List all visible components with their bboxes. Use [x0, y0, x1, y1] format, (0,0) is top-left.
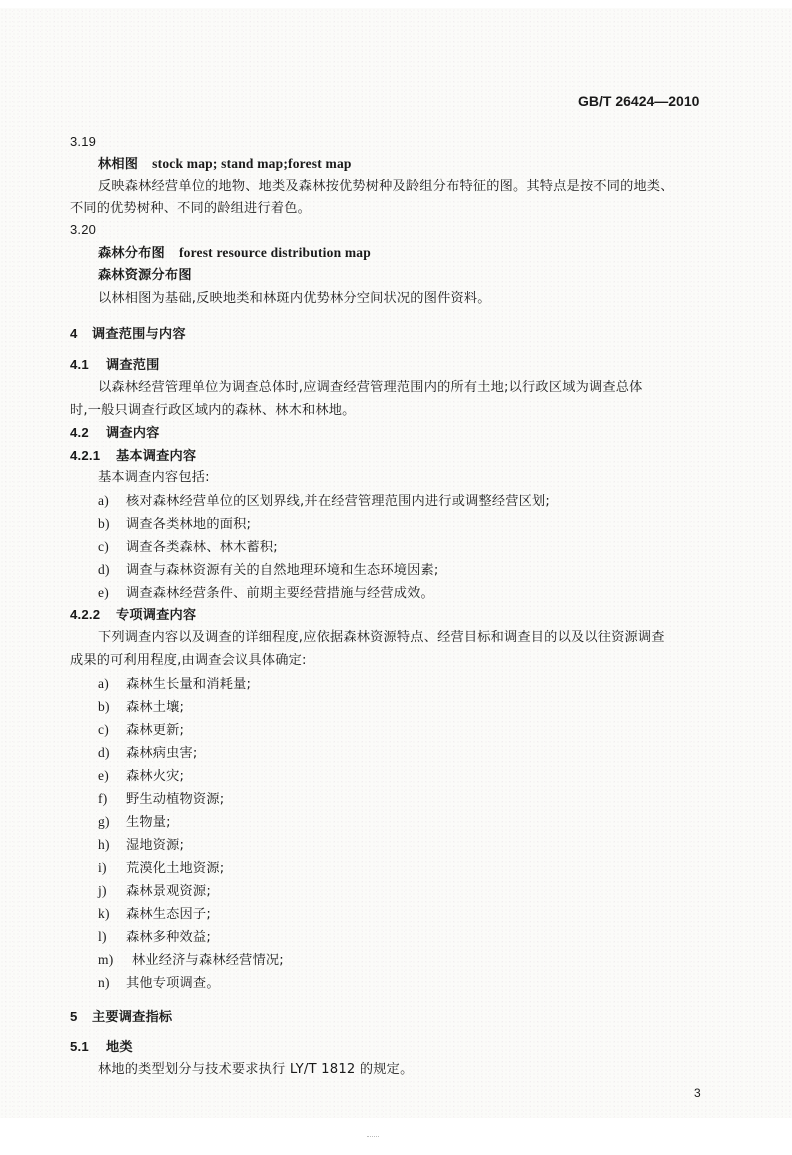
term-zh: 林相图 — [98, 157, 139, 172]
section-number: 5.1 — [70, 1039, 89, 1054]
term-synonym: 森林资源分布图 — [98, 268, 192, 283]
list-text: 森林土壤; — [126, 700, 185, 715]
clause-number-3-19: 3.19 — [70, 134, 97, 149]
list-label: i) — [98, 860, 107, 875]
term-3-19 — [98, 155, 352, 174]
section-title: 基本调查内容 — [116, 449, 197, 464]
list-item — [98, 698, 184, 717]
paragraph-line: 时,一般只调查行政区域内的森林、林木和林地。 — [70, 403, 356, 418]
list-text: 森林更新; — [126, 723, 185, 738]
list-item — [98, 882, 211, 901]
list-label: j) — [98, 883, 107, 898]
list-label: n) — [98, 975, 110, 990]
list-item — [98, 813, 171, 832]
paragraph-line: 以森林经营管理单位为调查总体时,应调查经营管理范围内的所有土地;以行政区域为调查总体 — [98, 380, 643, 395]
list-item — [98, 951, 284, 970]
list-item — [98, 675, 251, 694]
list-label: e) — [98, 768, 109, 783]
section-number: 4.2.1 — [70, 448, 101, 463]
section-heading-4-2-2 — [70, 606, 196, 625]
list-text: 核对森林经营单位的区划界线,并在经营管理范围内进行或调整经营区划; — [126, 494, 551, 509]
list-label: f) — [98, 791, 108, 806]
list-item — [98, 492, 550, 511]
term-zh: 森林分布图 — [98, 246, 165, 261]
list-text: 生物量; — [126, 815, 171, 830]
list-label: a) — [98, 493, 109, 508]
section-title: 调查内容 — [106, 426, 160, 441]
list-item — [98, 721, 184, 740]
clause-number-3-20: 3.20 — [70, 222, 97, 237]
section-heading-5-1 — [70, 1038, 133, 1057]
paragraph-line: 下列调查内容以及调查的详细程度,应依据森林资源特点、经营目标和调查目的以及以往资源调查 — [98, 630, 665, 645]
section-number: 4 — [70, 326, 78, 341]
section-number: 4.2.2 — [70, 607, 101, 622]
definition-line: 反映森林经营单位的地物、地类及森林按优势树种及龄组分布特征的图。其特点是按不同的地类、 — [98, 179, 674, 194]
list-text: 湿地资源; — [126, 838, 185, 853]
paragraph-line: 成果的可利用程度,由调查会议具体确定: — [70, 653, 307, 668]
list-label: e) — [98, 585, 109, 600]
document-page — [0, 8, 792, 1118]
term-en: stock map; stand map;forest map — [152, 156, 352, 171]
standard-code: GB/T 26424—2010 — [578, 93, 700, 109]
list-item — [98, 584, 434, 603]
section-title: 专项调查内容 — [116, 608, 197, 623]
list-text: 调查森林经营条件、前期主要经营措施与经营成效。 — [126, 586, 434, 601]
list-label: m) — [98, 952, 114, 967]
term-en: forest resource distribution map — [178, 245, 371, 260]
list-label: d) — [98, 745, 110, 760]
list-label: a) — [98, 676, 109, 691]
list-label: l) — [98, 929, 107, 944]
list-item — [98, 928, 211, 947]
list-text: 其他专项调查。 — [126, 976, 220, 991]
definition-line: 不同的优势树种、不同的龄组进行着色。 — [70, 201, 311, 216]
list-item — [98, 744, 198, 763]
list-item — [98, 859, 224, 878]
list-item — [98, 905, 211, 924]
section-number: 4.2 — [70, 425, 89, 440]
list-text: 调查各类森林、林木蓄积; — [126, 540, 278, 555]
list-text: 森林病虫害; — [126, 746, 198, 761]
section-heading-4-2 — [70, 424, 160, 443]
list-item — [98, 561, 439, 580]
list-item — [98, 974, 220, 993]
list-label: k) — [98, 906, 110, 921]
list-label: c) — [98, 539, 109, 554]
list-item — [98, 836, 184, 855]
paragraph-line: 基本调查内容包括: — [98, 470, 210, 485]
list-text: 野生动植物资源; — [126, 792, 225, 807]
section-number: 5 — [70, 1009, 78, 1024]
section-heading-5 — [70, 1008, 172, 1027]
section-number: 4.1 — [70, 357, 89, 372]
section-heading-4-2-1 — [70, 447, 196, 466]
paragraph-line: 林地的类型划分与技术要求执行 LY/T 1812 的规定。 — [98, 1062, 414, 1077]
section-title: 调查范围与内容 — [92, 327, 186, 342]
list-text: 森林生态因子; — [126, 907, 211, 922]
list-label: g) — [98, 814, 110, 829]
list-label: b) — [98, 516, 110, 531]
list-item — [98, 790, 224, 809]
list-label: h) — [98, 837, 110, 852]
list-text: 调查与森林资源有关的自然地理环境和生态环境因素; — [126, 563, 439, 578]
section-title: 地类 — [106, 1040, 133, 1055]
list-text: 林业经济与森林经营情况; — [132, 953, 284, 968]
page-number: 3 — [694, 1086, 701, 1100]
list-text: 森林多种效益; — [126, 930, 211, 945]
list-text: 森林火灾; — [126, 769, 185, 784]
list-text: 调查各类林地的面积; — [126, 517, 252, 532]
section-heading-4-1 — [70, 356, 160, 375]
list-label: d) — [98, 562, 110, 577]
term-3-20 — [98, 244, 371, 263]
list-item — [98, 538, 278, 557]
list-text: 森林景观资源; — [126, 884, 211, 899]
list-text: 森林生长量和消耗量; — [126, 677, 252, 692]
list-text: 荒漠化土地资源; — [126, 861, 225, 876]
section-title: 调查范围 — [106, 358, 160, 373]
list-label: b) — [98, 699, 110, 714]
section-heading-4 — [70, 325, 186, 344]
definition-line: 以林相图为基础,反映地类和林斑内优势林分空间状况的图件资料。 — [98, 291, 491, 306]
section-title: 主要调查指标 — [92, 1010, 173, 1025]
list-label: c) — [98, 722, 109, 737]
list-item — [98, 515, 251, 534]
scan-artifact — [367, 1130, 379, 1137]
list-item — [98, 767, 184, 786]
